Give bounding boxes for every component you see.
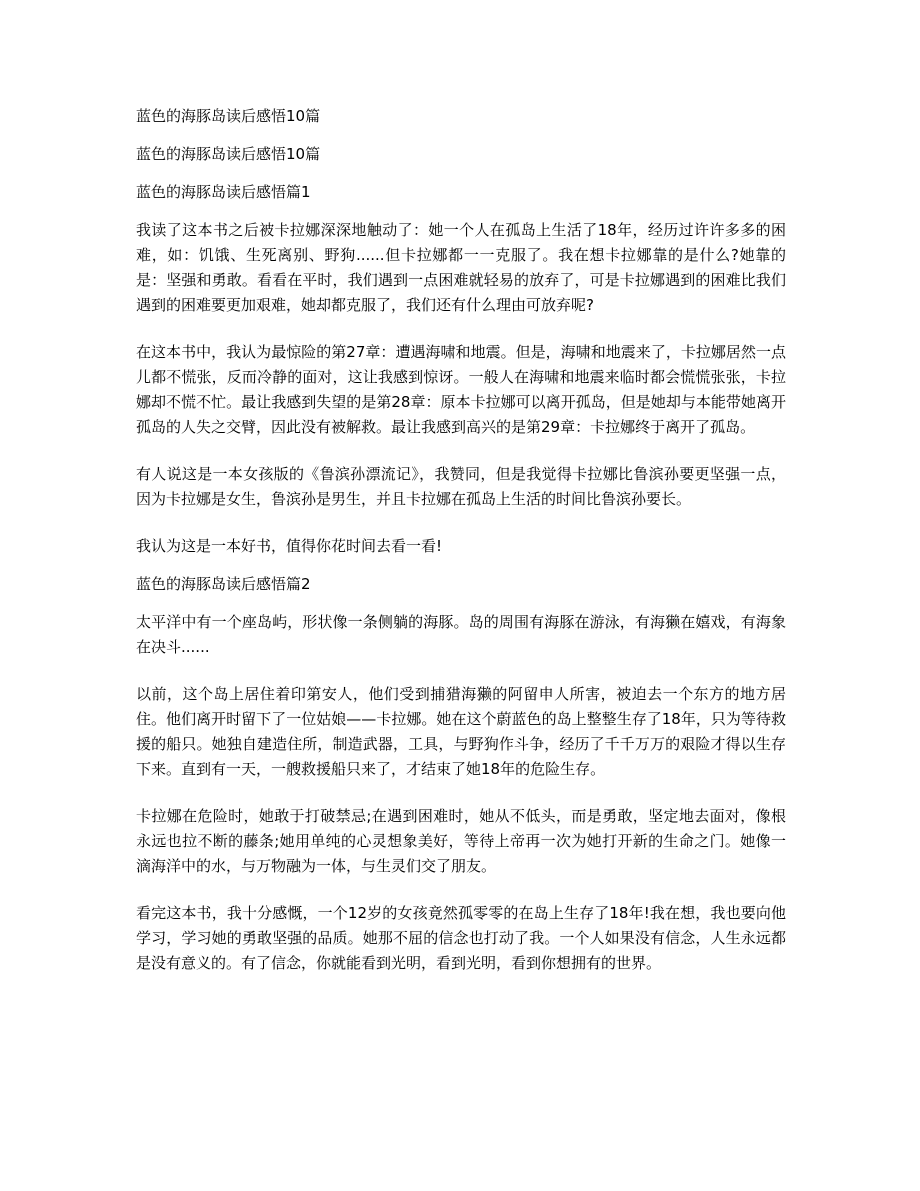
section-2-paragraph: 以前，这个岛上居住着印第安人，他们受到捕猎海獭的阿留申人所害，被迫去一个东方的地方居住。他们离开时留下了一位姑娘——卡拉娜。她在这个蔚蓝色的岛上整整生存了18年，只为等待救援的船只。她独自建造住所，制造武器，工具，与野狗作斗争，经历了千千万万的艰险才得以生存下来。直到有一天，一艘救援船只来了，才结束了她18年的危险生存。	[136, 685, 786, 778]
section-2-paragraph: 卡拉娜在危险时，她敢于打破禁忌;在遇到困难时，她从不低头，而是勇敢，坚定地去面对，像根永远也拉不断的藤条;她用单纯的心灵想象美好，等待上帝再一次为她打开新的生命之门。她像一滴海洋中的水，与万物融为一体，与生灵们交了朋友。	[136, 807, 786, 875]
section-1-heading: 蓝色的海豚岛读后感悟篇1	[136, 183, 311, 201]
section-2-paragraph: 太平洋中有一个座岛屿，形状像一条侧躺的海豚。岛的周围有海豚在游泳，有海獭在嬉戏，有海象在决斗......	[136, 613, 786, 656]
section-2-paragraph: 看完这本书，我十分感慨，一个12岁的女孩竟然孤零零的在岛上生存了18年!我在想，我也要向他学习，学习她的勇敢坚强的品质。她那不屈的信念也打动了我。一个人如果没有信念，人生永远都是没有意义的。有了信念，你就能看到光明，看到光明，看到你想拥有的世界。	[136, 904, 786, 972]
section-2-heading: 蓝色的海豚岛读后感悟篇2	[136, 575, 311, 593]
section-1-paragraph: 我认为这是一本好书，值得你花时间去看一看!	[136, 537, 443, 555]
section-1-paragraph: 在这本书中，我认为最惊险的第27章：遭遇海啸和地震。但是，海啸和地震来了，卡拉娜居然一点儿都不慌张，反而冷静的面对，这让我感到惊讶。一般人在海啸和地震来临时都会慌慌张张，卡拉娜却不慌不忙。最让我感到失望的是第28章：原本卡拉娜可以离开孤岛，但是她却与本能带她离开孤岛的人失之交臂，因此没有被解救。最让我感到高兴的是第29章：卡拉娜终于离开了孤岛。	[136, 343, 786, 436]
document-title: 蓝色的海豚岛读后感悟10篇	[136, 107, 321, 125]
section-1-paragraph: 我读了这本书之后被卡拉娜深深地触动了：她一个人在孤岛上生活了18年，经历过许许多多的困难，如：饥饿、生死离别、野狗......但卡拉娜都一一克服了。我在想卡拉娜靠的是什么?她靠的是：坚强和勇敢。看看在平时，我们遇到一点困难就轻易的放弃了，可是卡拉娜遇到的困难比我们遇到的困难要更加艰难，她却都克服了，我们还有什么理由可放弃呢?	[136, 221, 786, 314]
section-1-paragraph: 有人说这是一本女孩版的《鲁滨孙漂流记》，我赞同，但是我觉得卡拉娜比鲁滨孙要更坚强一点，因为卡拉娜是女生，鲁滨孙是男生，并且卡拉娜在孤岛上生活的时间比鲁滨孙要长。	[136, 465, 786, 508]
document-page	[136, 104, 786, 998]
document-subtitle: 蓝色的海豚岛读后感悟10篇	[136, 145, 321, 163]
